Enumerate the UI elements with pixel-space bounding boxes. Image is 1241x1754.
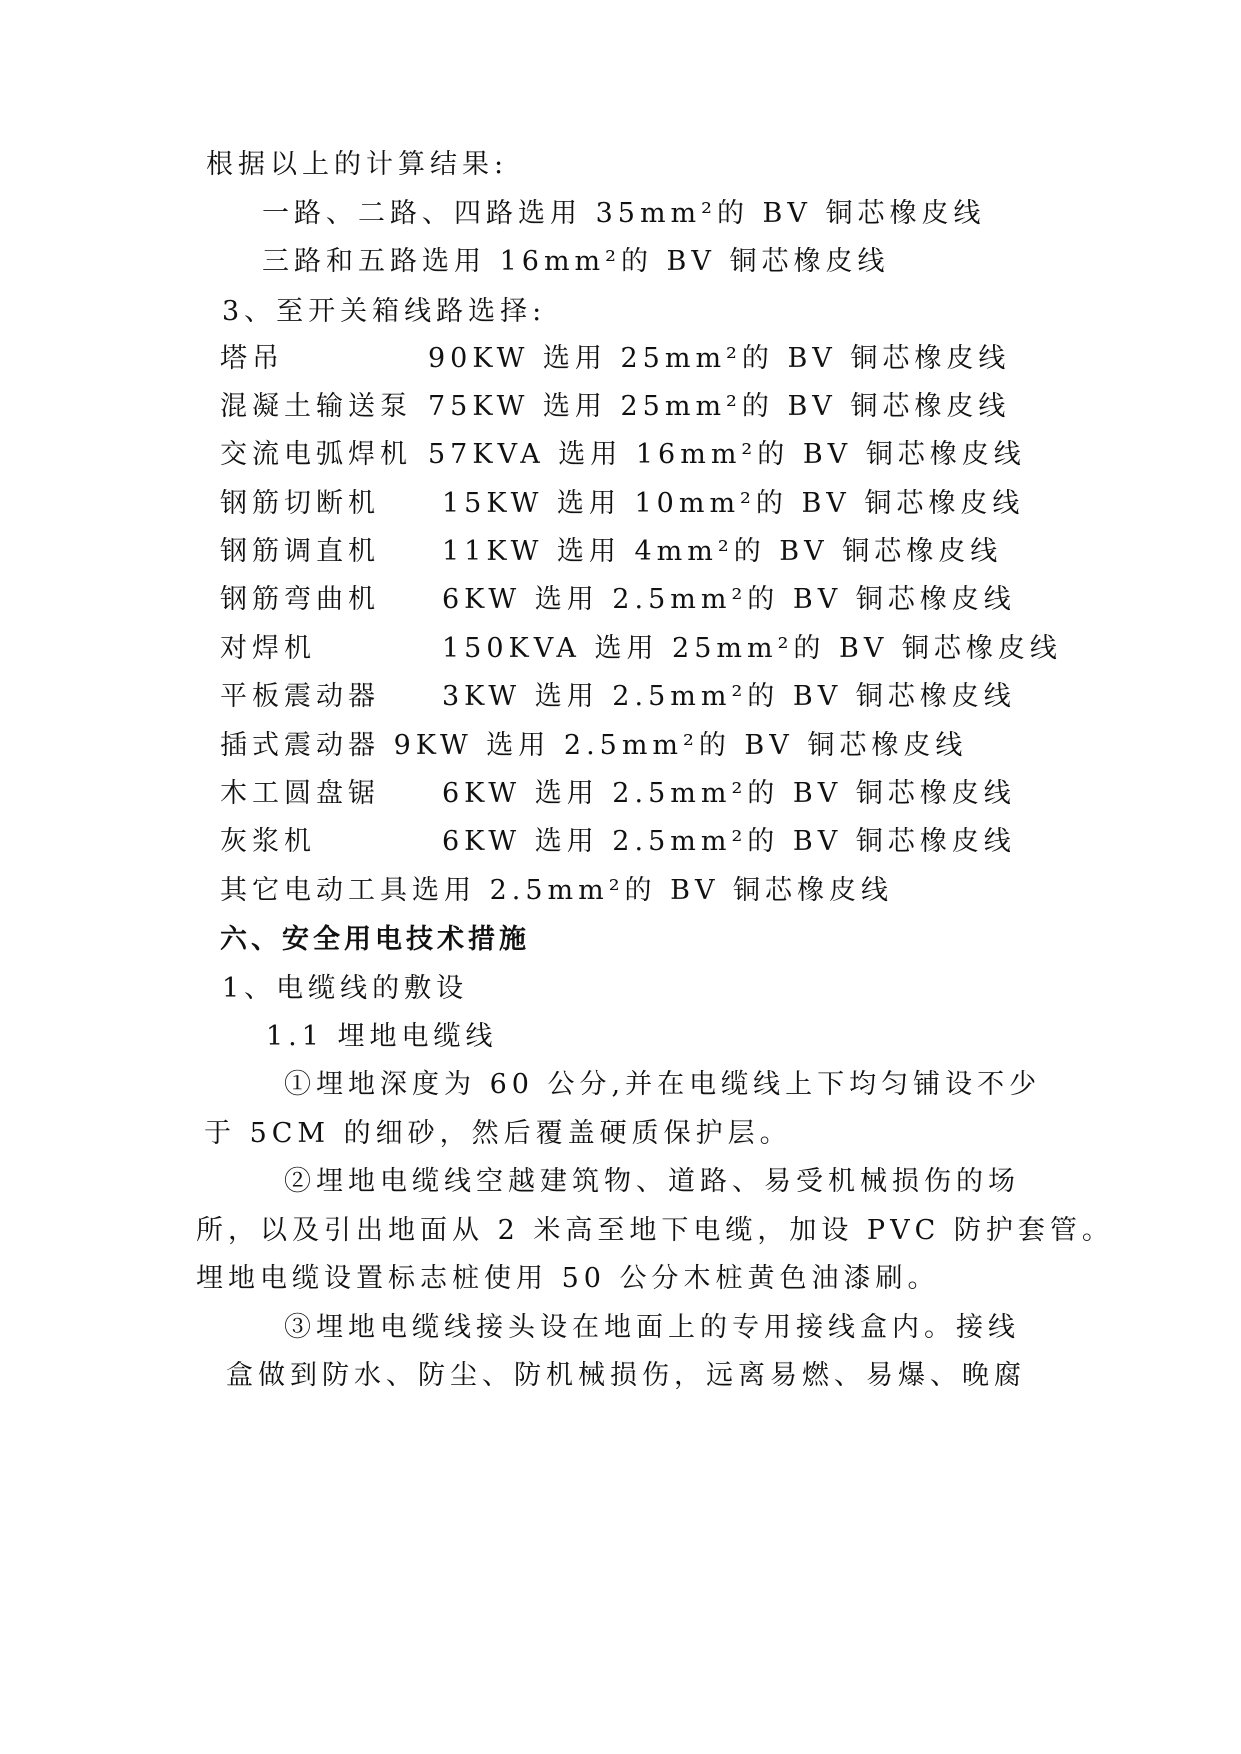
equipment-spec: 11KW 选用 4mm²的 BV 铜芯橡皮线 xyxy=(442,536,1003,567)
paragraph-line: 埋地电缆设置标志桩使用 50 公分木桩黄色油漆刷。 xyxy=(196,1263,940,1294)
equipment-spec: 3KW 选用 2.5mm²的 BV 铜芯橡皮线 xyxy=(442,681,1016,712)
equipment-name: 灰浆机 xyxy=(220,826,316,857)
equipment-name: 混凝土输送泵 xyxy=(220,391,412,422)
equipment-name: 木工圆盘锯 xyxy=(220,778,380,809)
equipment-name: 交流电弧焊机 xyxy=(220,439,412,470)
paragraph-line: ②埋地电缆线空越建筑物、道路、易受机械损伤的场 xyxy=(284,1166,1020,1197)
other-tools-line: 其它电动工具选用 2.5mm²的 BV 铜芯橡皮线 xyxy=(220,875,894,906)
equipment-name: 钢筋调直机 xyxy=(220,536,380,567)
equipment-spec: 6KW 选用 2.5mm²的 BV 铜芯橡皮线 xyxy=(442,584,1016,615)
paragraph-line: ①埋地深度为 60 公分,并在电缆线上下均匀铺设不少 xyxy=(284,1069,1042,1100)
summary-line-2: 三路和五路选用 16mm²的 BV 铜芯橡皮线 xyxy=(262,246,890,277)
equipment-name: 钢筋切断机 xyxy=(220,488,380,519)
section-heading: 六、安全用电技术措施 xyxy=(220,924,530,955)
equipment-name: 对焊机 xyxy=(220,633,316,664)
subsection-heading: 1.1 埋地电缆线 xyxy=(266,1021,498,1052)
equipment-spec: 15KW 选用 10mm²的 BV 铜芯橡皮线 xyxy=(442,488,1025,519)
equipment-spec: 6KW 选用 2.5mm²的 BV 铜芯橡皮线 xyxy=(442,778,1016,809)
paragraph-line: 于 5CM 的细砂，然后覆盖硬质保护层。 xyxy=(204,1118,792,1149)
paragraph-line: ③埋地电缆线接头设在地面上的专用接线盒内。接线 xyxy=(284,1312,1020,1343)
equipment-spec: 57KVA 选用 16mm²的 BV 铜芯橡皮线 xyxy=(428,439,1026,470)
equipment-spec: 90KW 选用 25mm²的 BV 铜芯橡皮线 xyxy=(428,343,1011,374)
subsection-heading: 1、电缆线的敷设 xyxy=(222,973,469,1004)
equipment-name: 平板震动器 xyxy=(220,681,380,712)
paragraph-line: 盒做到防水、防尘、防机械损伤，远离易燃、易爆、晚腐 xyxy=(226,1360,1026,1391)
equipment-spec: 150KVA 选用 25mm²的 BV 铜芯橡皮线 xyxy=(442,633,1062,664)
summary-title: 根据以上的计算结果: xyxy=(206,149,509,180)
paragraph-line: 所，以及引出地面从 2 米高至地下电缆，加设 PVC 防护套管。 xyxy=(196,1215,1114,1246)
equipment-name: 钢筋弯曲机 xyxy=(220,584,380,615)
switchbox-heading: 3、至开关箱线路选择: xyxy=(222,296,547,327)
equipment-name: 塔吊 xyxy=(220,343,284,374)
summary-line-1: 一路、二路、四路选用 35mm²的 BV 铜芯橡皮线 xyxy=(262,198,986,229)
equipment-spec: 6KW 选用 2.5mm²的 BV 铜芯橡皮线 xyxy=(442,826,1016,857)
insert-vibrator-line: 插式震动器 9KW 选用 2.5mm²的 BV 铜芯橡皮线 xyxy=(220,730,968,761)
equipment-spec: 75KW 选用 25mm²的 BV 铜芯橡皮线 xyxy=(428,391,1011,422)
